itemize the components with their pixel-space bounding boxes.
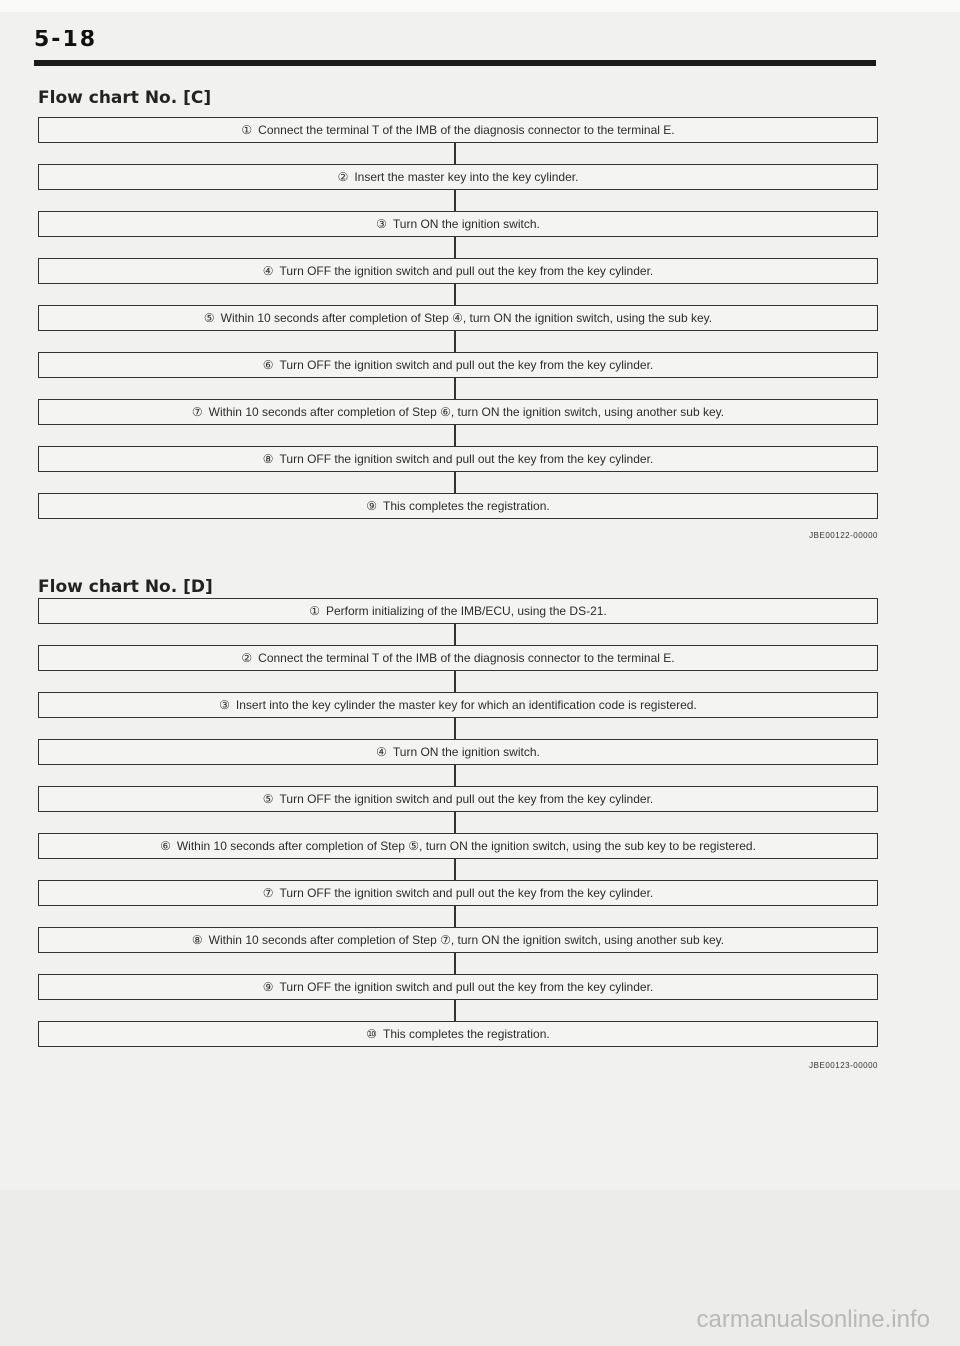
flow-chart-c	[38, 117, 878, 540]
step-number: ③	[376, 217, 387, 231]
step-number: ②	[337, 170, 349, 184]
step-text: Turn OFF the ignition switch and pull out the key from the key cylinder.	[279, 792, 654, 806]
step-text: Perform initializing of the IMB/ECU, using the DS-21.	[325, 604, 607, 618]
flow-connector	[38, 812, 878, 833]
step-text: Within 10 seconds after completion of Step ④, turn ON the ignition switch, using the sub key.	[220, 311, 713, 325]
header-rule	[34, 60, 876, 66]
flow-connector	[38, 472, 878, 493]
flow-connector	[38, 624, 878, 645]
step-number: ③	[219, 698, 230, 712]
step-number: ⑥	[160, 839, 171, 853]
flow-chart-c-title: Flow chart No. [C]	[38, 88, 212, 108]
step-number: ⑧	[191, 933, 203, 947]
flow-connector	[38, 765, 878, 786]
step-box	[38, 305, 878, 331]
step-box	[38, 739, 878, 765]
step-box	[38, 974, 878, 1000]
step-box	[38, 117, 878, 143]
page-top-margin	[0, 0, 960, 12]
flow-connector	[38, 859, 878, 880]
step-number: ⑥	[262, 358, 274, 372]
step-box	[38, 833, 878, 859]
step-text: Connect the terminal T of the IMB of the diagnosis connector to the terminal E.	[258, 651, 675, 665]
step-text: Within 10 seconds after completion of Step ⑥, turn ON the ignition switch, using another sub key.	[208, 405, 725, 419]
step-text: Within 10 seconds after completion of Step ⑦, turn ON the ignition switch, using another sub key.	[208, 933, 725, 947]
step-text: Turn ON the ignition switch.	[392, 745, 540, 759]
page-number: 5-18	[34, 30, 98, 52]
flow-connector	[38, 671, 878, 692]
step-box	[38, 493, 878, 519]
step-number: ⑨	[262, 980, 274, 994]
step-number: ④	[376, 745, 387, 759]
step-box	[38, 352, 878, 378]
step-text: Connect the terminal T of the IMB of the diagnosis connector to the terminal E.	[258, 123, 675, 137]
step-box	[38, 692, 878, 718]
flow-connector	[38, 190, 878, 211]
step-number: ⑤	[262, 792, 274, 806]
flow-connector	[38, 718, 878, 739]
figure-code: JBE00122-00000	[809, 531, 878, 540]
step-box	[38, 399, 878, 425]
flow-connector	[38, 237, 878, 258]
step-text: This completes the registration.	[383, 499, 550, 513]
step-box	[38, 786, 878, 812]
step-box	[38, 927, 878, 953]
step-text: Turn OFF the ignition switch and pull out the key from the key cylinder.	[279, 980, 654, 994]
figure-code: JBE00123-00000	[809, 1061, 878, 1070]
step-text: Turn ON the ignition switch.	[392, 217, 540, 231]
flow-connector	[38, 378, 878, 399]
step-box	[38, 211, 878, 237]
step-number: ⑤	[203, 311, 215, 325]
flow-connector	[38, 331, 878, 352]
step-text: Turn OFF the ignition switch and pull out the key from the key cylinder.	[279, 358, 654, 372]
step-number: ⑩	[366, 1027, 377, 1041]
step-box	[38, 164, 878, 190]
step-text: Insert the master key into the key cylinder.	[354, 170, 579, 184]
step-text: Turn OFF the ignition switch and pull out the key from the key cylinder.	[279, 452, 654, 466]
flow-chart-d	[38, 598, 878, 1070]
step-number: ⑨	[366, 499, 377, 513]
flow-connector	[38, 284, 878, 305]
watermark: carmanualsonline.info	[696, 1306, 930, 1333]
step-number: ⑦	[191, 405, 203, 419]
step-box	[38, 446, 878, 472]
step-number: ⑦	[262, 886, 274, 900]
step-box	[38, 258, 878, 284]
step-number: ①	[309, 604, 320, 618]
flow-connector	[38, 906, 878, 927]
step-number: ⑧	[262, 452, 274, 466]
flow-connector	[38, 425, 878, 446]
flow-connector	[38, 953, 878, 974]
step-number: ①	[241, 123, 253, 137]
step-number: ②	[241, 651, 253, 665]
page-footer-area	[0, 1190, 960, 1346]
step-number: ④	[262, 264, 274, 278]
step-box	[38, 1021, 878, 1047]
step-text: Within 10 seconds after completion of Step ⑤, turn ON the ignition switch, using the sub key to be registered.	[176, 839, 756, 853]
step-box	[38, 880, 878, 906]
step-text: Turn OFF the ignition switch and pull out the key from the key cylinder.	[279, 886, 654, 900]
flow-connector	[38, 143, 878, 164]
flow-chart-d-title: Flow chart No. [D]	[38, 577, 213, 597]
step-text: Turn OFF the ignition switch and pull out the key from the key cylinder.	[279, 264, 654, 278]
flow-connector	[38, 1000, 878, 1021]
step-box	[38, 645, 878, 671]
step-box	[38, 598, 878, 624]
step-text: Insert into the key cylinder the master key for which an identification code is registered.	[235, 698, 697, 712]
step-text: This completes the registration.	[383, 1027, 550, 1041]
